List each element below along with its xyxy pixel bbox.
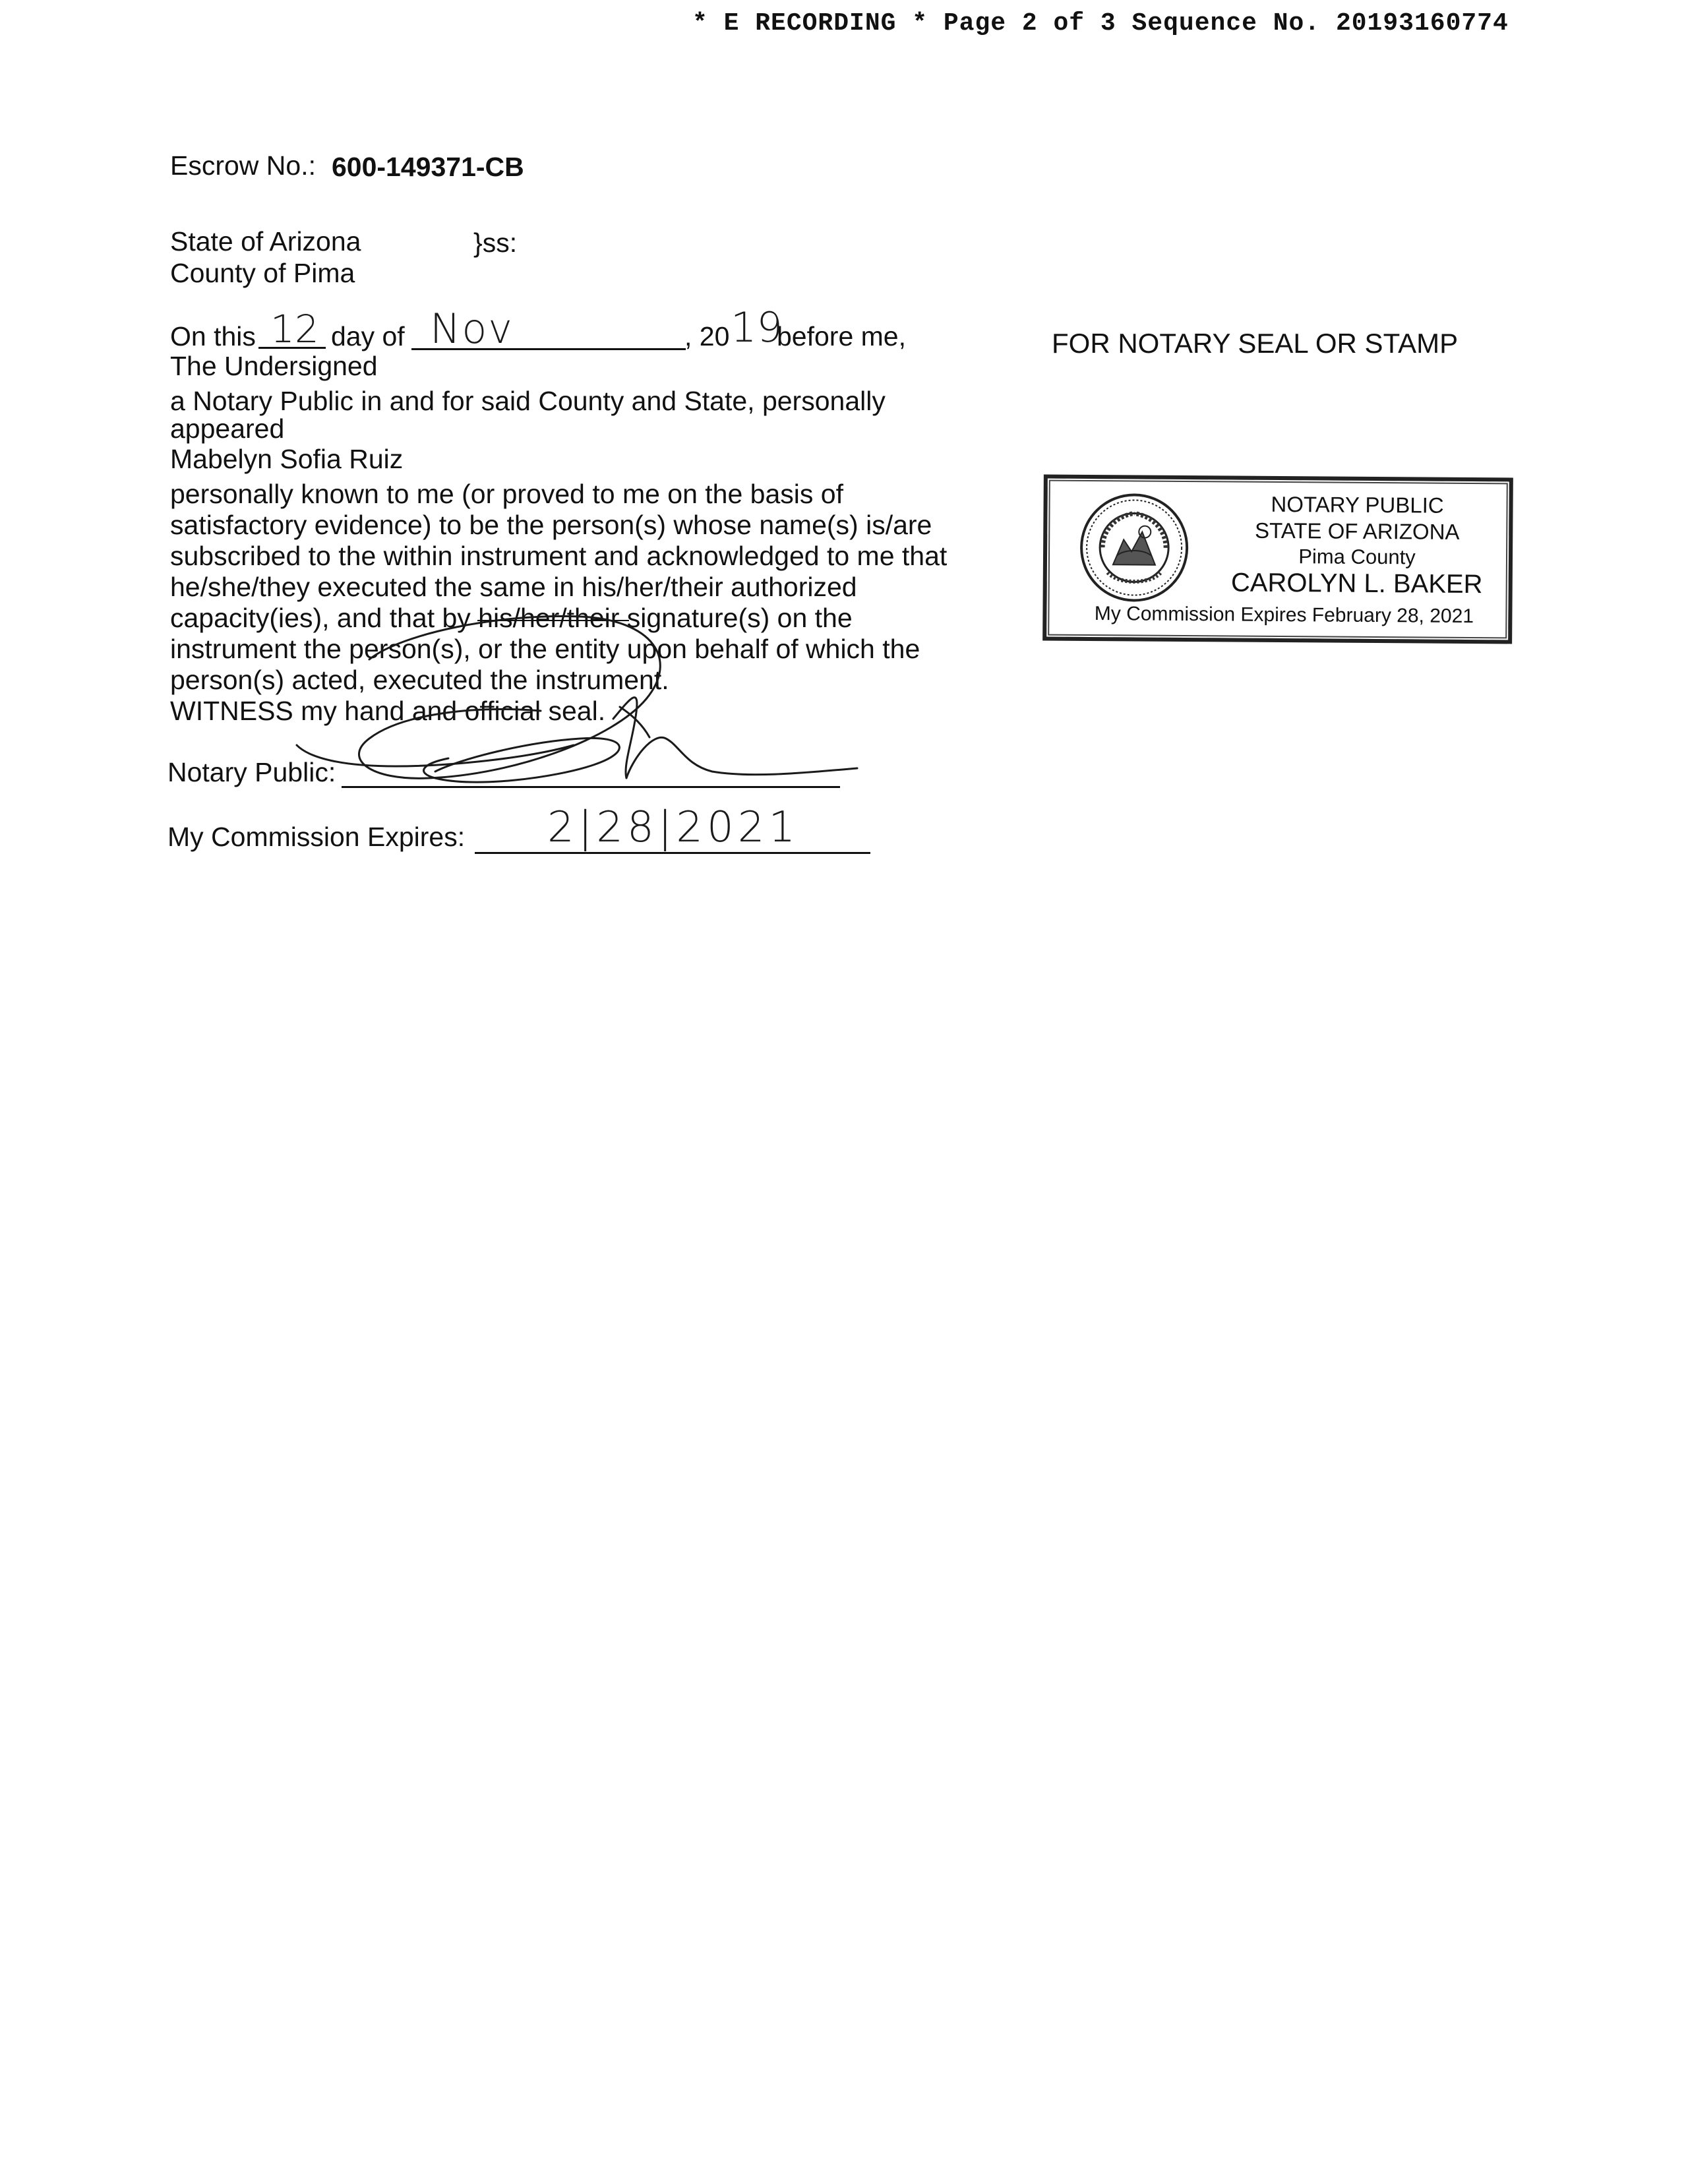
- body-line-7: person(s) acted, executed the instrument.: [170, 665, 669, 695]
- commission-handwritten: 2|28|2021: [547, 803, 800, 852]
- witness-line: WITNESS my hand and official seal.: [170, 696, 606, 726]
- state-seal-icon: [1079, 492, 1190, 603]
- body-line-1: personally known to me (or proved to me on the basis of: [170, 479, 843, 509]
- stamp-line-3: Pima County: [1298, 545, 1416, 569]
- body-line-3: subscribed to the within instrument and acknowledged to me that: [170, 541, 948, 571]
- seal-area-heading: FOR NOTARY SEAL OR STAMP: [1052, 328, 1459, 359]
- day-of-text: day of: [331, 321, 405, 351]
- body-line-2: satisfactory evidence) to be the person(s) whose name(s) is/are: [170, 510, 932, 540]
- notary-line: a Notary Public in and for said County and State, personally: [170, 386, 886, 416]
- escrow-label: Escrow No.:: [170, 150, 316, 181]
- venue-state: State of Arizona: [170, 226, 361, 257]
- stamp-line-1: NOTARY PUBLIC: [1271, 491, 1444, 518]
- year-handwritten: 19: [731, 303, 783, 351]
- recording-header: * E RECORDING * Page 2 of 3 Sequence No. 20193160774: [692, 9, 1509, 38]
- year-prefix: , 20: [684, 321, 730, 351]
- month-handwritten: Nov: [430, 305, 514, 353]
- venue-county: County of Pima: [170, 258, 355, 288]
- notary-stamp: [1042, 475, 1513, 644]
- on-this-text: On this: [170, 321, 256, 351]
- body-line-6: instrument the person(s), or the entity upon behalf of which the: [170, 634, 920, 664]
- day-handwritten: 12: [270, 307, 319, 351]
- stamp-line-2: STATE OF ARIZONA: [1254, 518, 1460, 544]
- venue-ss: }ss:: [473, 228, 518, 258]
- officer-name: The Undersigned: [170, 351, 378, 381]
- escrow-number: 600-149371-CB: [332, 152, 524, 182]
- stamp-notary-name: CAROLYN L. BAKER: [1230, 568, 1483, 599]
- appeared-text: appeared: [170, 413, 285, 444]
- notary-public-label: Notary Public:: [167, 757, 336, 787]
- stamp-expiration: My Commission Expires February 28, 2021: [1094, 603, 1474, 628]
- body-line-5: capacity(ies), and that by his/her/their signature(s) on the: [170, 603, 853, 633]
- signer-name: Mabelyn Sofia Ruiz: [170, 444, 404, 474]
- commission-label: My Commission Expires:: [167, 822, 466, 852]
- body-line-4: he/she/they executed the same in his/her/their authorized: [170, 572, 857, 602]
- before-me-text: before me,: [777, 321, 906, 351]
